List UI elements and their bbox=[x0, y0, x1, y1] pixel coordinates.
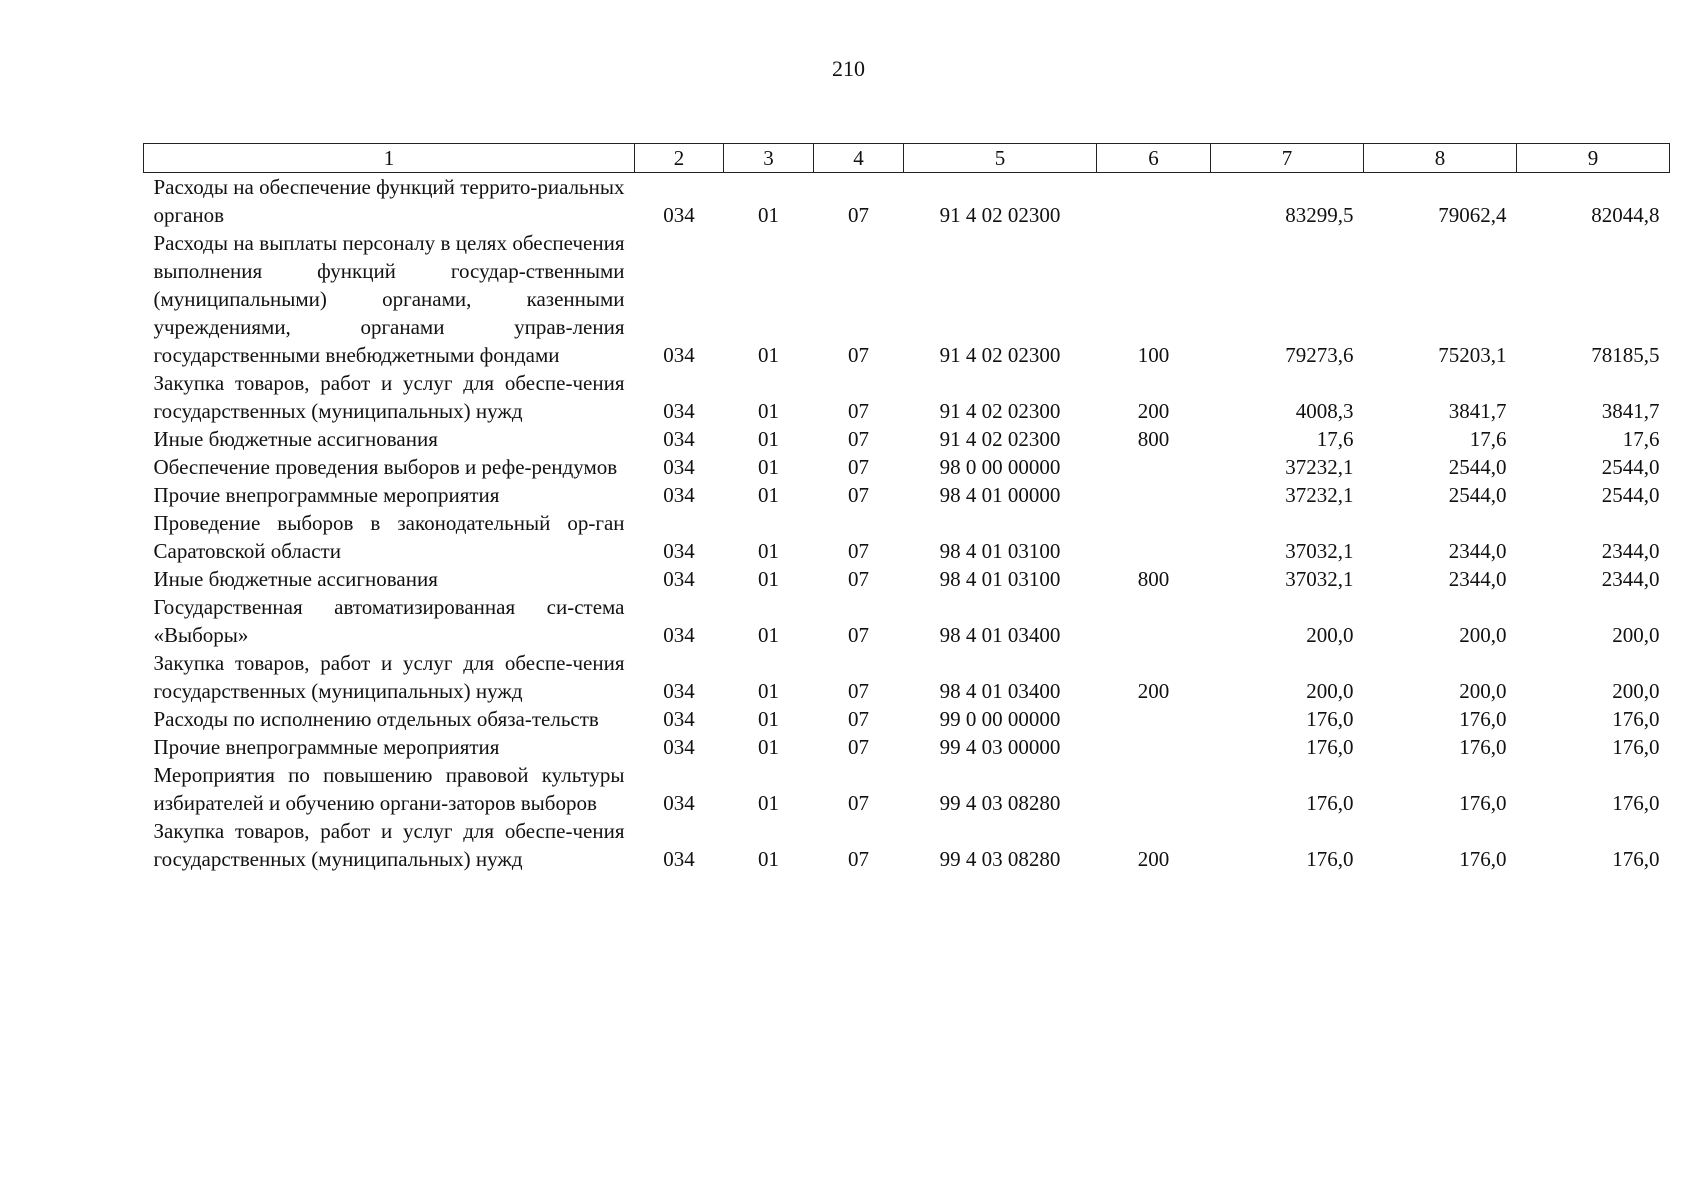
table-row bbox=[144, 481, 1670, 509]
cell-section: 01 bbox=[758, 343, 779, 367]
cell-section: 01 bbox=[758, 203, 779, 227]
cell-admin-code: 034 bbox=[663, 203, 695, 227]
table-row bbox=[144, 565, 1670, 593]
cell-section: 01 bbox=[758, 735, 779, 759]
cell-amount-col-8: 176,0 bbox=[1459, 847, 1507, 871]
cell-amount-col-9: 82044,8 bbox=[1591, 203, 1660, 227]
cell-target-article: 91 4 02 02300 bbox=[939, 203, 1061, 227]
cell-amount-col-9: 2544,0 bbox=[1601, 455, 1660, 479]
cell-amount-col-7: 200,0 bbox=[1306, 623, 1354, 647]
cell-expense-type bbox=[1097, 453, 1211, 481]
cell-expense-type: 200 bbox=[1137, 847, 1170, 871]
cell-amount-col-9: 78185,5 bbox=[1591, 343, 1660, 367]
cell-target-article: 91 4 02 02300 bbox=[939, 343, 1061, 367]
cell-amount-col-7: 37032,1 bbox=[1285, 567, 1354, 591]
header-row bbox=[144, 144, 1670, 173]
cell-expense-type bbox=[1097, 705, 1211, 733]
cell-amount-col-9: 176,0 bbox=[1612, 707, 1660, 731]
cell-name: Расходы по исполнению отдельных обяза-тельств bbox=[153, 707, 599, 731]
cell-expense-type bbox=[1097, 593, 1211, 649]
cell-section: 01 bbox=[758, 707, 779, 731]
cell-target-article: 98 0 00 00000 bbox=[939, 455, 1061, 479]
cell-target-article: 91 4 02 02300 bbox=[939, 427, 1061, 451]
cell-target-article: 98 4 01 03400 bbox=[939, 679, 1061, 703]
cell-admin-code: 034 bbox=[663, 735, 695, 759]
cell-amount-col-9: 17,6 bbox=[1622, 427, 1660, 451]
cell-name: Закупка товаров, работ и услуг для обеспе-чения государственных (муниципальных) нужд bbox=[153, 651, 625, 703]
cell-target-article: 99 4 03 00000 bbox=[939, 735, 1061, 759]
table-row bbox=[144, 733, 1670, 761]
cell-subsection: 07 bbox=[848, 427, 869, 451]
cell-expense-type bbox=[1097, 509, 1211, 565]
table-row bbox=[144, 593, 1670, 649]
cell-expense-type: 200 bbox=[1137, 399, 1170, 423]
budget-table bbox=[143, 143, 1670, 873]
cell-amount-col-7: 17,6 bbox=[1316, 427, 1354, 451]
cell-amount-col-8: 176,0 bbox=[1459, 707, 1507, 731]
cell-subsection: 07 bbox=[848, 203, 869, 227]
header-cell-2: 2 bbox=[635, 144, 724, 173]
cell-admin-code: 034 bbox=[663, 567, 695, 591]
cell-admin-code: 034 bbox=[663, 343, 695, 367]
cell-section: 01 bbox=[758, 791, 779, 815]
cell-target-article: 98 4 01 03100 bbox=[939, 567, 1061, 591]
cell-subsection: 07 bbox=[848, 399, 869, 423]
cell-amount-col-8: 2344,0 bbox=[1448, 567, 1507, 591]
cell-admin-code: 034 bbox=[663, 707, 695, 731]
cell-amount-col-9: 176,0 bbox=[1612, 847, 1660, 871]
table-body bbox=[144, 173, 1670, 874]
cell-name: Иные бюджетные ассигнования bbox=[153, 567, 438, 591]
cell-amount-col-9: 200,0 bbox=[1612, 623, 1660, 647]
cell-target-article: 99 0 00 00000 bbox=[939, 707, 1061, 731]
table-row bbox=[144, 509, 1670, 565]
cell-target-article: 98 4 01 03400 bbox=[939, 623, 1061, 647]
header-cell-3: 3 bbox=[724, 144, 814, 173]
table-row bbox=[144, 173, 1670, 230]
cell-subsection: 07 bbox=[848, 455, 869, 479]
cell-name: Закупка товаров, работ и услуг для обеспе-чения государственных (муниципальных) нужд bbox=[153, 819, 625, 871]
cell-amount-col-8: 2544,0 bbox=[1448, 483, 1507, 507]
table-row bbox=[144, 761, 1670, 817]
cell-amount-col-8: 176,0 bbox=[1459, 735, 1507, 759]
cell-expense-type: 100 bbox=[1137, 343, 1170, 367]
header-cell-1: 1 bbox=[144, 144, 635, 173]
cell-name: Проведение выборов в законодательный ор-ган Саратовской области bbox=[153, 511, 625, 563]
table-row bbox=[144, 369, 1670, 425]
cell-subsection: 07 bbox=[848, 623, 869, 647]
cell-target-article: 91 4 02 02300 bbox=[939, 399, 1061, 423]
cell-admin-code: 034 bbox=[663, 455, 695, 479]
header-cell-4: 4 bbox=[814, 144, 904, 173]
cell-amount-col-9: 2344,0 bbox=[1601, 567, 1660, 591]
cell-target-article: 99 4 03 08280 bbox=[939, 791, 1061, 815]
cell-amount-col-9: 176,0 bbox=[1612, 735, 1660, 759]
table-row bbox=[144, 649, 1670, 705]
cell-admin-code: 034 bbox=[663, 399, 695, 423]
page-number: 210 bbox=[832, 56, 865, 81]
cell-admin-code: 034 bbox=[663, 483, 695, 507]
cell-amount-col-8: 79062,4 bbox=[1438, 203, 1507, 227]
cell-amount-col-7: 176,0 bbox=[1306, 735, 1354, 759]
cell-amount-col-7: 200,0 bbox=[1306, 679, 1354, 703]
header-cell-6: 6 bbox=[1097, 144, 1211, 173]
cell-name: Закупка товаров, работ и услуг для обеспе-чения государственных (муниципальных) нужд bbox=[153, 371, 625, 423]
cell-amount-col-8: 75203,1 bbox=[1438, 343, 1507, 367]
cell-admin-code: 034 bbox=[663, 847, 695, 871]
cell-section: 01 bbox=[758, 567, 779, 591]
cell-admin-code: 034 bbox=[663, 623, 695, 647]
cell-admin-code: 034 bbox=[663, 539, 695, 563]
header-cell-9: 9 bbox=[1517, 144, 1670, 173]
cell-amount-col-9: 176,0 bbox=[1612, 791, 1660, 815]
cell-admin-code: 034 bbox=[663, 679, 695, 703]
cell-expense-type bbox=[1097, 761, 1211, 817]
cell-subsection: 07 bbox=[848, 735, 869, 759]
cell-expense-type bbox=[1097, 733, 1211, 761]
cell-expense-type: 800 bbox=[1137, 427, 1170, 451]
cell-subsection: 07 bbox=[848, 679, 869, 703]
cell-amount-col-7: 176,0 bbox=[1306, 791, 1354, 815]
cell-admin-code: 034 bbox=[663, 427, 695, 451]
cell-target-article: 98 4 01 03100 bbox=[939, 539, 1061, 563]
cell-name: Иные бюджетные ассигнования bbox=[153, 427, 438, 451]
cell-section: 01 bbox=[758, 679, 779, 703]
cell-amount-col-7: 176,0 bbox=[1306, 707, 1354, 731]
cell-name: Прочие внепрограммные мероприятия bbox=[153, 483, 500, 507]
cell-subsection: 07 bbox=[848, 791, 869, 815]
header-cell-5: 5 bbox=[904, 144, 1097, 173]
cell-expense-type bbox=[1097, 173, 1211, 230]
cell-section: 01 bbox=[758, 847, 779, 871]
cell-amount-col-8: 2344,0 bbox=[1448, 539, 1507, 563]
cell-amount-col-7: 79273,6 bbox=[1285, 343, 1354, 367]
cell-admin-code: 034 bbox=[663, 791, 695, 815]
cell-subsection: 07 bbox=[848, 567, 869, 591]
cell-amount-col-9: 200,0 bbox=[1612, 679, 1660, 703]
table-row bbox=[144, 705, 1670, 733]
cell-section: 01 bbox=[758, 427, 779, 451]
cell-target-article: 98 4 01 00000 bbox=[939, 483, 1061, 507]
cell-amount-col-9: 2344,0 bbox=[1601, 539, 1660, 563]
cell-amount-col-7: 83299,5 bbox=[1285, 203, 1354, 227]
cell-name: Мероприятия по повышению правовой культуры избирателей и обучению органи-заторов выборов bbox=[153, 763, 625, 815]
table-row bbox=[144, 817, 1670, 873]
cell-subsection: 07 bbox=[848, 343, 869, 367]
cell-section: 01 bbox=[758, 539, 779, 563]
table-row bbox=[144, 453, 1670, 481]
cell-name: Государственная автоматизированная си-стема «Выборы» bbox=[153, 595, 625, 647]
cell-name: Обеспечение проведения выборов и рефе-рендумов bbox=[153, 455, 618, 479]
cell-name: Прочие внепрограммные мероприятия bbox=[153, 735, 500, 759]
table-header bbox=[144, 144, 1670, 173]
cell-section: 01 bbox=[758, 455, 779, 479]
cell-amount-col-8: 200,0 bbox=[1459, 623, 1507, 647]
header-cell-8: 8 bbox=[1364, 144, 1517, 173]
cell-amount-col-7: 37232,1 bbox=[1285, 455, 1354, 479]
cell-expense-type: 800 bbox=[1137, 567, 1170, 591]
header-cell-7: 7 bbox=[1211, 144, 1364, 173]
cell-name: Расходы на обеспечение функций террито-риальных органов bbox=[153, 175, 625, 227]
cell-amount-col-7: 176,0 bbox=[1306, 847, 1354, 871]
cell-amount-col-8: 176,0 bbox=[1459, 791, 1507, 815]
cell-section: 01 bbox=[758, 483, 779, 507]
cell-amount-col-8: 2544,0 bbox=[1448, 455, 1507, 479]
cell-amount-col-8: 200,0 bbox=[1459, 679, 1507, 703]
cell-name: Расходы на выплаты персоналу в целях обеспечения выполнения функций государ-ственными (муниципальными) органами, казенными учреждениями, органами управ-ления государственными внебюджетными фондами bbox=[153, 231, 625, 367]
cell-amount-col-7: 4008,3 bbox=[1295, 399, 1354, 423]
cell-section: 01 bbox=[758, 623, 779, 647]
cell-target-article: 99 4 03 08280 bbox=[939, 847, 1061, 871]
cell-subsection: 07 bbox=[848, 483, 869, 507]
cell-amount-col-8: 17,6 bbox=[1469, 427, 1507, 451]
cell-subsection: 07 bbox=[848, 707, 869, 731]
cell-subsection: 07 bbox=[848, 539, 869, 563]
cell-section: 01 bbox=[758, 399, 779, 423]
cell-amount-col-8: 3841,7 bbox=[1448, 399, 1507, 423]
cell-subsection: 07 bbox=[848, 847, 869, 871]
cell-expense-type bbox=[1097, 481, 1211, 509]
table-row bbox=[144, 425, 1670, 453]
cell-amount-col-7: 37032,1 bbox=[1285, 539, 1354, 563]
cell-amount-col-7: 37232,1 bbox=[1285, 483, 1354, 507]
cell-amount-col-9: 2544,0 bbox=[1601, 483, 1660, 507]
table-row bbox=[144, 229, 1670, 369]
cell-amount-col-9: 3841,7 bbox=[1601, 399, 1660, 423]
cell-expense-type: 200 bbox=[1137, 679, 1170, 703]
